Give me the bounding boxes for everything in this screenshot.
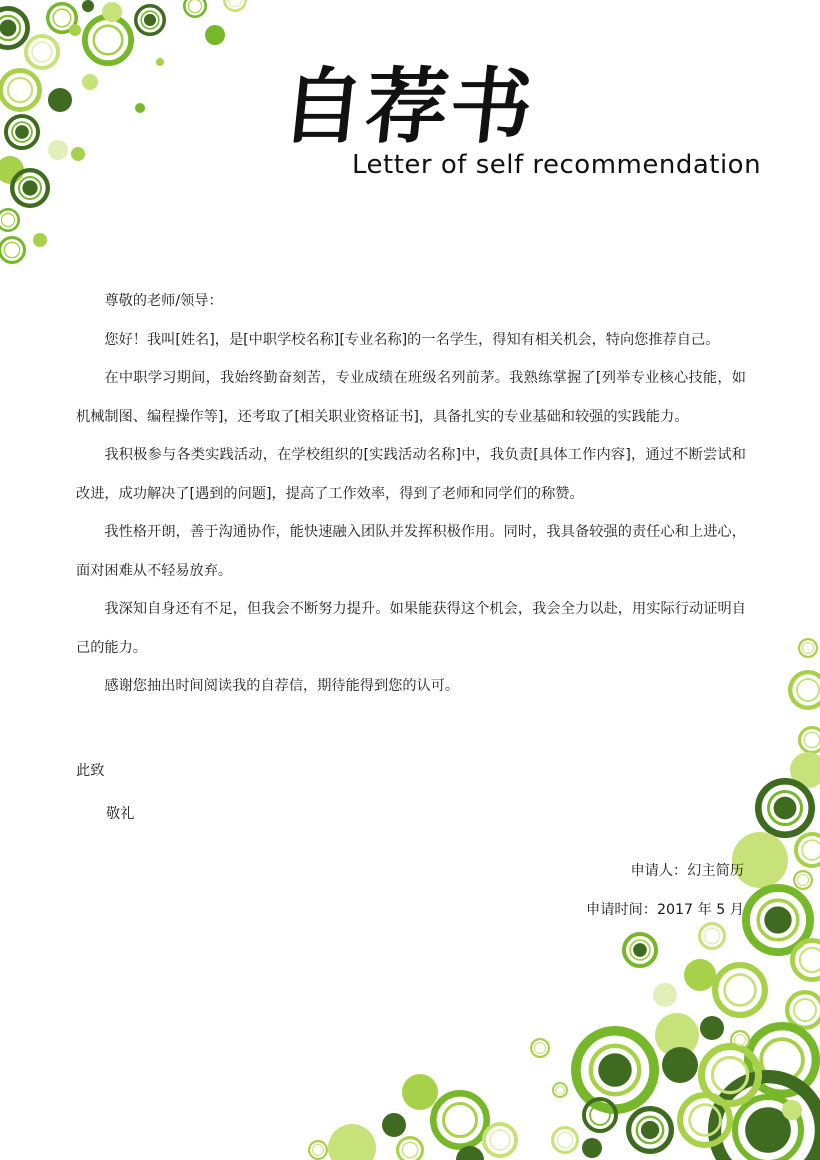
bubble-inner-ring [1, 213, 14, 226]
bubble-ring [398, 1138, 423, 1160]
bubble-dot [102, 2, 122, 22]
bubble-inner-ring [794, 999, 816, 1021]
bubble-ring [484, 1124, 516, 1156]
bubble-dot [69, 24, 81, 36]
bubble-inner-ring [556, 1086, 565, 1095]
bubble-core [764, 906, 791, 933]
paragraph: 我深知自身还有不足，但我会不断努力提升。如果能获得这个机会，我会全力以赴，用实际行动证明自己的能力。 [76, 601, 746, 656]
bubble-inner-ring [725, 975, 756, 1006]
salutation: 尊敬的老师/领导： [104, 293, 223, 309]
bubble-inner-ring [53, 9, 71, 27]
bubble-core [774, 797, 797, 820]
bubble-ring [715, 965, 765, 1015]
paragraph: 我性格开朗，善于沟通协作，能快速融入团队并发挥积极作用。同时，我具备较强的责任心和上进心，面对困难从不轻易放弃。 [76, 524, 746, 579]
bubble-dot [135, 103, 145, 113]
bubble-inner-ring [8, 78, 32, 102]
bubble-inner-ring [444, 1104, 477, 1137]
bubble-ring [0, 209, 19, 230]
bubble-ring [0, 70, 39, 109]
bubble-ring [531, 1039, 549, 1057]
bubble-dot [700, 1016, 724, 1040]
bubble-inner-ring [4, 242, 19, 257]
bubble-dot [402, 1074, 438, 1110]
closing-jing-li: 敬礼 [106, 806, 135, 822]
bubble-inner-ring [402, 1142, 417, 1157]
bubble-inner-ring [804, 732, 819, 747]
application-date: 申请时间：2017 年 5 月 [586, 902, 744, 918]
paragraph: 在中职学习期间，我始终勤奋刻苦，专业成绩在班级名列前茅。我熟练掌握了[列举专业核心技能，如机械制图、编程操作等]，还考取了[相关职业资格证书]，具备扎实的专业基础和较强的实践能力。 [76, 370, 746, 425]
bubble-ring [184, 0, 205, 17]
title-english: Letter of self recommendation [352, 150, 762, 180]
bubble-ring [792, 940, 820, 979]
bubble-ring [700, 924, 725, 949]
bubble-core [15, 125, 29, 139]
bubble-inner-ring [490, 1130, 510, 1150]
bubble-dot [82, 74, 98, 90]
bubble-ring [790, 672, 820, 708]
bubble-dot [156, 58, 164, 66]
bubble-ring [680, 1095, 730, 1145]
bubble-core [144, 14, 156, 26]
applicant-name: 申请人：幻主简历 [630, 863, 744, 879]
bubble-dot [684, 959, 716, 991]
bubble-ring [553, 1128, 578, 1153]
closing-ci-zhi: 此致 [76, 763, 105, 779]
bubble-dot [48, 140, 68, 160]
bubble-inner-ring [535, 1043, 546, 1054]
bubble-dot [328, 1124, 376, 1160]
paragraph: 感谢您抽出时间阅读我的自荐信，期待能得到您的认可。 [104, 678, 460, 694]
bubble-core [598, 1053, 631, 1086]
bubble-dot [71, 147, 85, 161]
bubble-inner-ring [94, 26, 123, 55]
bubble-ring [553, 1083, 567, 1097]
bubble-inner-ring [188, 0, 201, 13]
bubble-ring [794, 871, 812, 889]
bubble-ring [799, 639, 817, 657]
bubble-dot [582, 1138, 602, 1158]
bubble-core [641, 1121, 659, 1139]
bubble-inner-ring [32, 42, 52, 62]
bubble-inner-ring [800, 948, 820, 972]
bubble-inner-ring [735, 1035, 746, 1046]
bubble-inner-ring [704, 928, 719, 943]
bubble-inner-ring [802, 840, 820, 860]
bubble-dot [48, 88, 72, 112]
bubble-core [0, 20, 16, 37]
bubble-ring [85, 17, 131, 63]
bubble-ring [800, 728, 820, 753]
bubble-ring [796, 834, 820, 866]
bubble-dot [82, 0, 94, 12]
bubble-dot [653, 983, 677, 1007]
bubble-ring [309, 1141, 327, 1159]
bubble-ring [224, 0, 245, 11]
bubble-inner-ring [797, 679, 819, 701]
bubble-core [22, 180, 37, 195]
title-chinese: 自荐书 [276, 59, 540, 155]
bubble-core [633, 943, 647, 957]
paragraph: 您好！我叫[姓名]，是[中职学校名称][专业名称]的一名学生，得知有相关机会，特向您推荐自己。 [104, 331, 720, 348]
bubble-ring [26, 36, 58, 68]
bubble-dot [382, 1113, 406, 1137]
letter-body [76, 282, 746, 706]
bubble-inner-ring [557, 1132, 572, 1147]
bubble-inner-ring [313, 1145, 324, 1156]
bubble-dot [205, 25, 225, 45]
bubble-dot [33, 233, 47, 247]
paragraph: 我积极参与各类实践活动，在学校组织的[实践活动名称]中，我负责[具体工作内容]，通过不断尝试和改进，成功解决了[遇到的问题]，提高了工作效率，得到了老师和同学们的称赞。 [76, 447, 746, 502]
bubble-ring [433, 1093, 486, 1146]
bubble-inner-ring [803, 643, 814, 654]
bubble-inner-ring [228, 0, 241, 7]
bubble-dot [782, 1100, 802, 1120]
bubble-inner-ring [798, 875, 809, 886]
bubble-dot [662, 1047, 698, 1083]
